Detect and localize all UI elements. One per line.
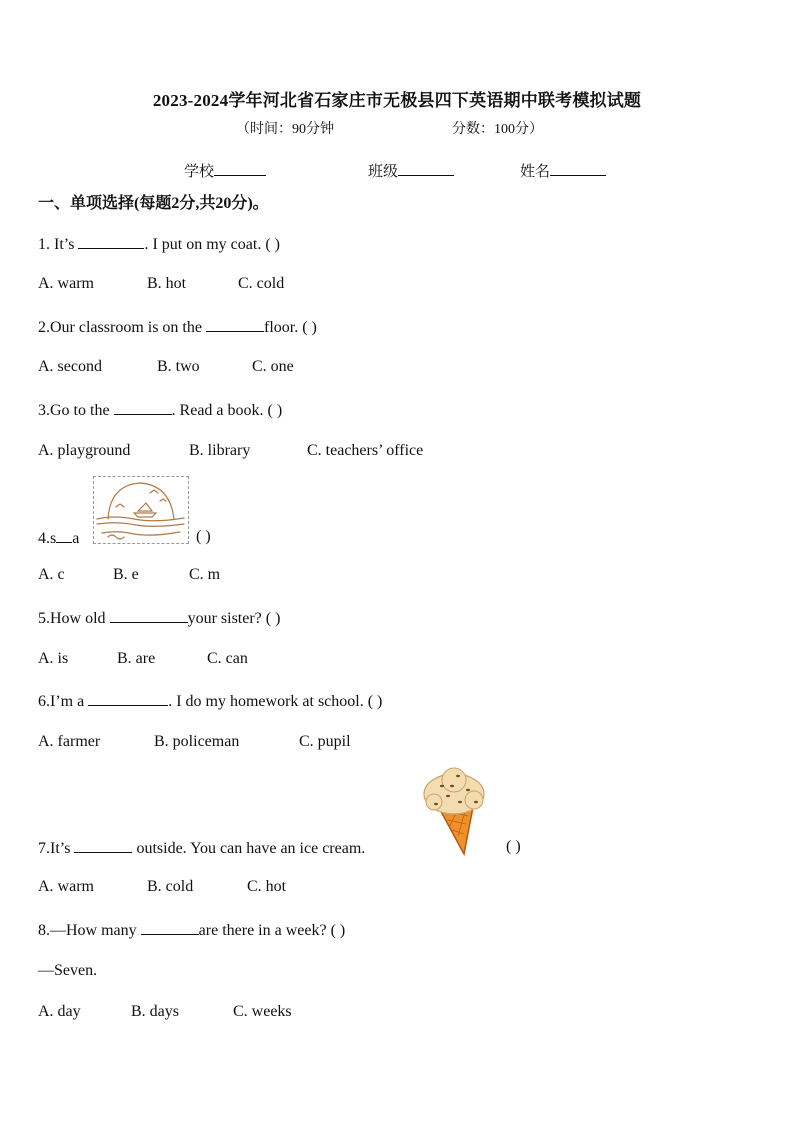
ice-cream-icon xyxy=(418,766,490,856)
option-b[interactable]: B. cold xyxy=(147,878,194,895)
class-label: 班级 xyxy=(368,164,399,180)
option-a[interactable]: A. warm xyxy=(38,275,94,292)
option-b[interactable]: B. e xyxy=(113,566,139,583)
option-c[interactable]: C. weeks xyxy=(233,1003,292,1020)
question-1: 1. It’s . I put on my coat. ( ) xyxy=(38,236,280,253)
question-6: 6.I’m a . I do my homework at school. ( ) xyxy=(38,693,383,710)
option-c[interactable]: C. can xyxy=(207,650,248,667)
option-c[interactable]: C. pupil xyxy=(299,733,351,750)
school-field xyxy=(184,160,266,181)
name-blank[interactable] xyxy=(550,161,606,176)
sea-sun-boat-icon xyxy=(94,477,188,543)
school-label: 学校 xyxy=(184,164,215,180)
option-c[interactable]: C. hot xyxy=(247,878,287,895)
question-5: 5.How old your sister? ( ) xyxy=(38,610,281,627)
option-a[interactable]: A. is xyxy=(38,650,69,667)
option-a[interactable]: A. c xyxy=(38,566,65,583)
option-b[interactable]: B. are xyxy=(117,650,156,667)
answer-paren[interactable]: ( ) xyxy=(506,838,521,855)
class-field xyxy=(368,160,454,181)
option-a[interactable]: A. second xyxy=(38,358,102,375)
option-c[interactable]: C. one xyxy=(252,358,294,375)
option-b[interactable]: B. policeman xyxy=(154,733,240,750)
answer-paren[interactable]: ( ) xyxy=(196,528,211,545)
option-b[interactable]: B. two xyxy=(157,358,200,375)
answer-blank[interactable] xyxy=(141,920,199,935)
question-3: 3.Go to the . Read a book. ( ) xyxy=(38,402,283,419)
option-c[interactable]: C. m xyxy=(189,566,221,583)
option-a[interactable]: A. playground xyxy=(38,442,131,459)
option-c[interactable]: C. teachers’ office xyxy=(307,442,424,459)
question-8-reply: —Seven. xyxy=(38,962,98,979)
option-c[interactable]: C. cold xyxy=(238,275,285,292)
school-blank[interactable] xyxy=(214,161,266,176)
option-b[interactable]: B. hot xyxy=(147,275,187,292)
option-a[interactable]: A. warm xyxy=(38,878,94,895)
sea-picture xyxy=(93,476,189,544)
page-title: 2023-2024学年河北省石家庄市无极县四下英语期中联考模拟试题 xyxy=(152,91,642,110)
class-blank[interactable] xyxy=(398,161,454,176)
answer-blank[interactable] xyxy=(110,608,188,623)
option-b[interactable]: B. library xyxy=(189,442,251,459)
answer-blank[interactable] xyxy=(114,400,172,415)
option-a[interactable]: A. day xyxy=(38,1003,81,1020)
name-label: 姓名 xyxy=(520,164,551,180)
question-2: 2.Our classroom is on the floor. ( ) xyxy=(38,319,317,336)
ice-cream-picture xyxy=(418,766,490,856)
exam-score: 分数：100分） xyxy=(452,122,543,137)
question-8: 8.—How many are there in a week? ( ) xyxy=(38,922,346,939)
section-title: 一、单项选择(每题2分,共20分)。 xyxy=(38,195,269,212)
option-a[interactable]: A. farmer xyxy=(38,733,101,750)
answer-blank[interactable] xyxy=(78,234,144,249)
answer-blank[interactable] xyxy=(56,528,72,543)
answer-blank[interactable] xyxy=(206,317,264,332)
answer-blank[interactable] xyxy=(88,691,168,706)
question-7: 7.It’s outside. You can have an ice cream. xyxy=(38,840,366,857)
exam-time: （时间：90分钟 xyxy=(236,122,334,137)
answer-blank[interactable] xyxy=(74,838,132,853)
option-b[interactable]: B. days xyxy=(131,1003,179,1020)
question-4: 4.s a xyxy=(38,530,80,547)
name-field xyxy=(520,160,606,181)
